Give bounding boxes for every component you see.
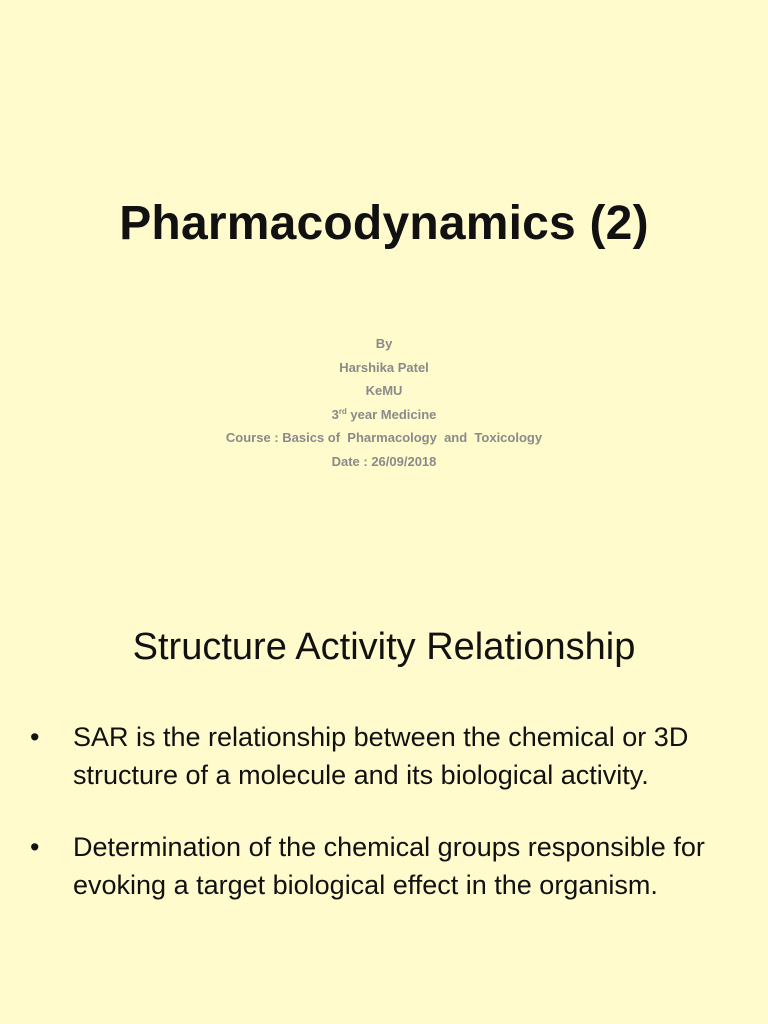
byline-block xyxy=(0,332,768,473)
byline-by: By xyxy=(375,336,393,351)
byline-course: Course : Basics of Pharmacology and Toxicology xyxy=(225,430,543,445)
byline-date: Date : 26/09/2018 xyxy=(331,453,437,469)
presentation-title: Pharmacodynamics (2) xyxy=(119,197,649,250)
list-item xyxy=(30,828,730,904)
bullet-icon: • xyxy=(30,832,40,862)
year-number: 3 xyxy=(331,406,339,422)
bullet-icon: • xyxy=(30,722,40,752)
bullet-text: Determination of the chemical groups responsible for evoking a target biological effect in the organism. xyxy=(73,832,705,900)
list-item xyxy=(30,718,730,794)
bullet-list xyxy=(30,718,730,938)
bullet-text: SAR is the relationship between the chemical or 3D structure of a molecule and its biological activity. xyxy=(73,722,689,790)
byline-author: Harshika Patel xyxy=(339,359,429,375)
content-slide xyxy=(0,530,768,1024)
year-suffix: rd xyxy=(338,406,347,416)
byline-institution: KeMU xyxy=(365,383,403,398)
year-rest: year Medicine xyxy=(346,406,437,422)
slide-title: Structure Activity Relationship xyxy=(132,626,636,668)
byline-year xyxy=(0,403,768,427)
